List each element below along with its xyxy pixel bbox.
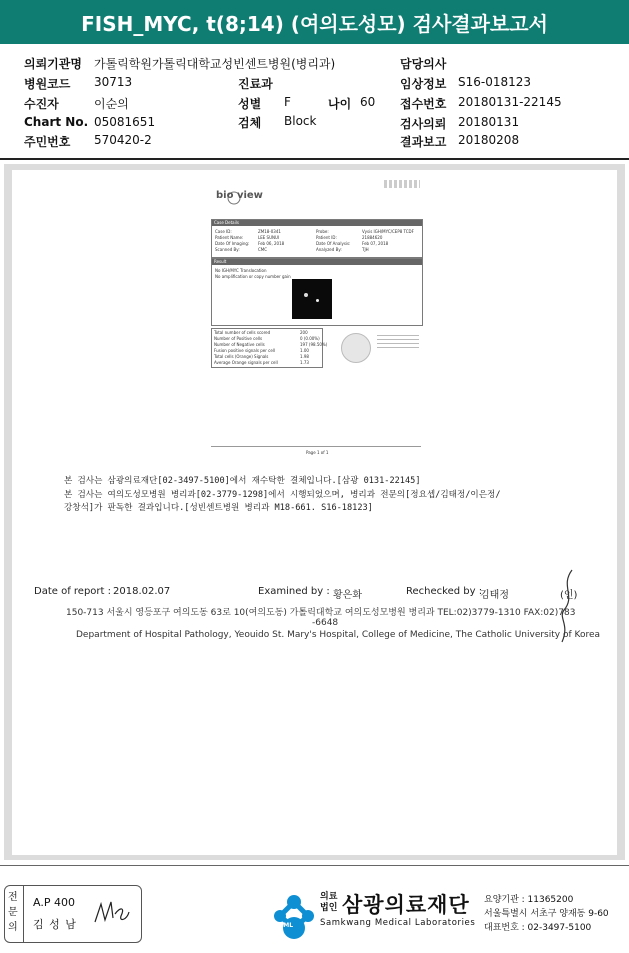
report-title: FISH_MYC, t(8;14) (여의도성모) 검사결과보고서 (81, 11, 548, 36)
chart-no-value: 05081651 (94, 115, 156, 129)
fish-cell-image (292, 279, 332, 319)
doctor-label: 담당의사 (400, 57, 447, 71)
bioview-logo-text: bio view (216, 190, 263, 201)
fish-signal-2 (316, 299, 319, 302)
test-request-label: 검사의뢰 (400, 117, 447, 131)
sml-badge-text: SML (278, 922, 294, 929)
result-report-label: 결과보고 (400, 135, 447, 149)
hospital-code-value: 30713 (94, 75, 133, 89)
scan-footer-line (211, 446, 421, 447)
remark-line-2: 본 검사는 여의도성모병원 병리과[02-3779-1298]에서 시행되었으며, 병리과 전문의[정요셉/김태정/이은정/ (64, 490, 501, 500)
result-line-2: No amplification or copy number gain (215, 274, 291, 279)
bioview-logo (216, 190, 276, 204)
specialist-stamp (4, 885, 142, 943)
result-title: Result (212, 259, 422, 265)
seal-mark: (인) (560, 590, 578, 601)
stats-label-5: Total cells (Orange) Signals (214, 354, 269, 359)
hospital-code-label: 병원코드 (24, 77, 71, 91)
date-of-report-label: Date of report : (34, 586, 111, 597)
sex-label: 성별 (238, 97, 262, 111)
stats-label-6: Average Orange signals per cell (214, 360, 278, 365)
case-left-2: Patient Name: (215, 235, 244, 240)
stats-value-3: 197 (98.50%) (300, 342, 328, 347)
case-right-value-1: Vysis IGH/MYC/CEP8 TCDF (362, 229, 414, 234)
address-line-2: -6648 (312, 618, 339, 628)
fish-signal-1 (304, 293, 308, 297)
case-right-value-2: 21884620 (362, 235, 383, 240)
department-label: 진료과 (238, 77, 273, 91)
specimen-value: Block (284, 114, 317, 128)
rrn-value: 570420-2 (94, 133, 152, 147)
result-line-1: No IGH/MYC Translocation (215, 268, 267, 273)
examined-by-label: Examined by : (258, 586, 330, 597)
date-of-report-value: 2018.02.07 (113, 586, 171, 597)
stamp-line-1: A.P 400 (33, 896, 75, 909)
rechecked-by-value: 김태정 (480, 590, 509, 601)
report-title-bar (0, 0, 629, 44)
stats-label-2: Number of Positive cells (214, 336, 263, 341)
address-line-1: 150-713 서울시 영등포구 여의도동 63로 10(여의도동) 가톨릭대학교 여의도성모병원 병리과 TEL:02)3779-1310 FAX:02)783 (66, 608, 576, 618)
stats-table (211, 328, 328, 368)
result-report-value: 20180208 (458, 133, 520, 147)
footer-divider (0, 865, 629, 866)
case-right-value-4: TJH (362, 247, 369, 252)
stats-value-5: 1.98 (300, 354, 309, 359)
org-phone: 대표번호 : 02-3497-5100 (484, 923, 592, 933)
department-english: Department of Hospital Pathology, Yeouido St. Mary's Hospital, College of Medicine, The Catholic University of Korea (76, 630, 601, 640)
case-right-1: Probe: (316, 229, 329, 234)
foundation-name: 삼광의료재단 (342, 893, 470, 917)
remark-line-3: 강창석]가 판독한 결과입니다.[성빈센트병원 병리과 M18-661. S16-18123] (64, 503, 373, 513)
stamp-label-cell (5, 886, 24, 942)
stats-value-4: 1.00 (300, 348, 309, 353)
stats-label-1: Total number of cells scored (214, 330, 271, 335)
sex-value: F (284, 95, 291, 109)
examined-by-value: 황은화 (333, 590, 362, 601)
org-address: 서울특별시 서초구 양재동 9-60 (484, 909, 609, 919)
result-box (211, 258, 423, 326)
case-left-3: Date Of Imaging: (215, 241, 250, 246)
stats-value-1: 200 (300, 330, 308, 335)
foundation-prefix-1: 의료 (320, 892, 338, 902)
foundation-english: Samkwang Medical Laboratories (320, 918, 476, 928)
rrn-label: 주민번호 (24, 135, 71, 149)
age-label: 나이 (328, 97, 352, 111)
case-right-3: Date Of Analysis: (316, 241, 351, 246)
clinical-info-value: S16-018123 (458, 75, 532, 89)
scan-page-number: Page 1 of 1 (306, 450, 329, 455)
age-value: 60 (360, 95, 376, 109)
case-left-1: Case ID: (215, 229, 232, 234)
institution-label: 의뢰기관명 (24, 57, 82, 71)
case-right-2: Patient ID: (316, 235, 337, 240)
stats-label-3: Number of Negative cells (214, 342, 265, 347)
case-left-value-3: Feb 06, 2018 (258, 241, 285, 246)
clinical-info-label: 임상정보 (400, 77, 447, 91)
case-details-title: Case Details (212, 220, 422, 226)
legend-thumbnail (377, 335, 419, 349)
case-left-4: Scanned By: (215, 247, 240, 252)
stats-label-4: Fusion positive signals per cell (214, 348, 276, 353)
receipt-no-label: 접수번호 (400, 97, 447, 111)
remark-line-1: 본 검사는 삼광의료재단[02-3497-5100]에서 재수탁한 결체입니다.[삼광 0131-22145] (64, 476, 421, 486)
org-code: 요양기관 : 11365200 (484, 895, 574, 905)
case-left-value-4: CMC (258, 247, 268, 252)
institution-value: 가톨릭학원가톨릭대학교성빈센트병원(병리과) (94, 57, 336, 71)
corner-mark (384, 180, 420, 188)
case-right-value-3: Feb 07, 2018 (362, 241, 389, 246)
sml-logo-icon (268, 888, 322, 940)
chart-no-label: Chart No. (24, 115, 89, 129)
specimen-label: 검체 (238, 116, 262, 130)
foundation-prefix (320, 892, 337, 914)
case-right-4: Analyzed By: (316, 247, 342, 252)
stats-value-6: 1.73 (300, 360, 309, 365)
stamp-label: 전문의 (8, 892, 18, 933)
stamp-signature (91, 896, 131, 930)
receipt-no-value: 20180131-22145 (458, 95, 562, 109)
stamp-line-2: 김 성 남 (33, 918, 77, 931)
pie-thumbnail (341, 333, 371, 363)
patient-label: 수진자 (24, 97, 59, 111)
patient-value: 이순의 (94, 97, 129, 111)
test-request-value: 20180131 (458, 115, 520, 129)
case-details-box (211, 219, 423, 258)
header-divider (0, 158, 629, 160)
foundation-prefix-2: 법인 (320, 903, 338, 913)
rechecked-by-label: Rechecked by : (406, 586, 483, 597)
case-left-value-1: ZM18-0341 (258, 229, 281, 234)
stats-value-2: 0 (0.00%) (300, 336, 320, 341)
case-left-value-2: LEE SUNUI (258, 235, 280, 240)
